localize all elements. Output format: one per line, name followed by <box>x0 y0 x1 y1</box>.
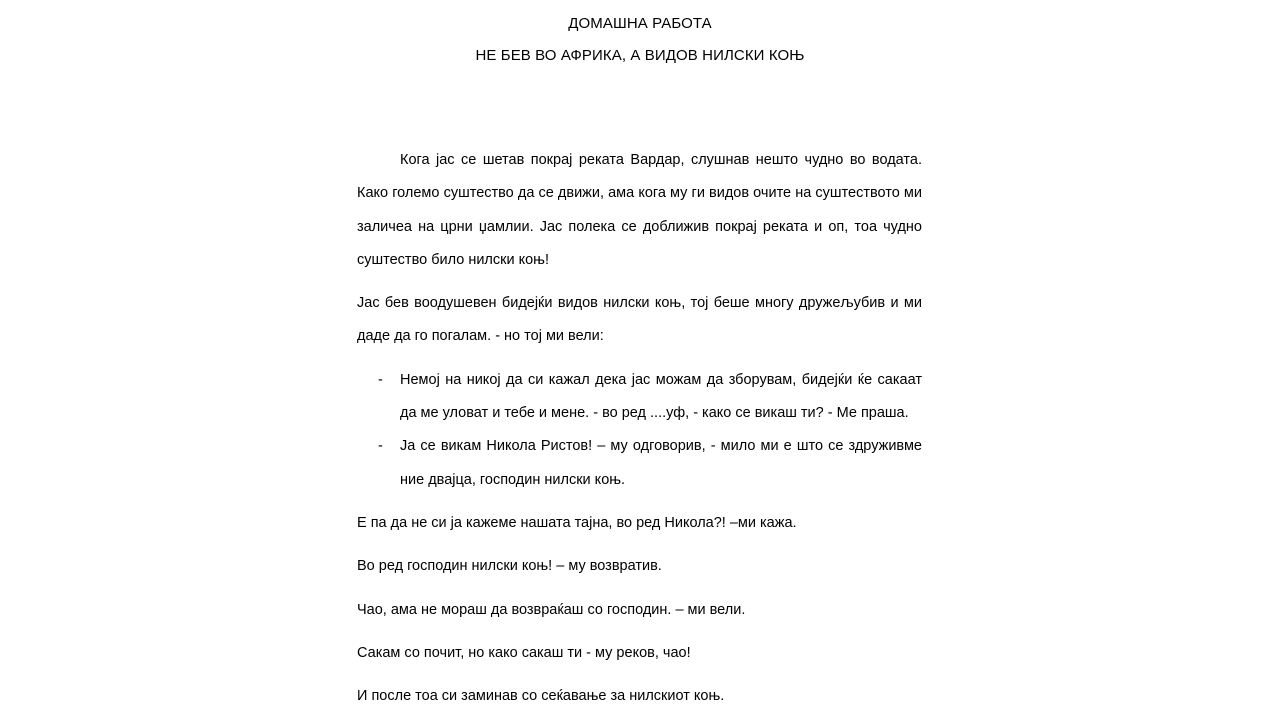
paragraph-3: Е па да не си ја кажеме нашата тајна, во ред Никола?! –ми кажа. <box>357 514 797 531</box>
paragraph-4: Во ред господин нилски коњ! – му возвратив. <box>357 558 662 575</box>
document-body <box>357 144 922 713</box>
paragraph-1: Кога јас се шетав покрај реката Вардар, слушнав нешто чудно во водата. Како големо суштество да се движи, ама кога му ги видов очите на суштеството ми заличеа на црни џамлии. Јас полека се доближив покрај реката и оп, тоа чудно суштество било нилски коњ! <box>357 152 922 268</box>
list-bullet: - <box>378 371 383 388</box>
list-item <box>357 364 922 431</box>
list-item-text: Немој на никој да си кажал дека јас можам да зборувам, бидејќи ќе сакаат да ме уловат и тебе и мене. - во ред ....уф, - како се викаш ти? - Ме праша. <box>400 371 922 422</box>
document-title: ДОМАШНА РАБОТА <box>568 15 712 32</box>
list-bullet: - <box>378 438 383 455</box>
document-subtitle: НЕ БЕВ ВО АФРИКА, А ВИДОВ НИЛСКИ КОЊ <box>475 47 805 64</box>
list-item <box>357 430 922 497</box>
list-item-text: Ја се викам Никола Ристов! – му одговорив, - мило ми е што се здруживме ние двајца, господин нилски коњ. <box>400 438 922 488</box>
paragraph-2: Јас бев воодушевен бидејќи видов нилски коњ, тој беше многу дружељубив и ми даде да го погалам. - но тој ми вели: <box>357 295 922 345</box>
paragraph-7: И после тоа си заминав со сеќавање за нилскиот коњ. <box>357 688 725 705</box>
paragraph-5: Чао, ама не мораш да возвраќаш со господин. – ми вели. <box>357 601 746 618</box>
dialogue-list <box>357 364 922 497</box>
paragraph-6: Сакам со почит, но како сакаш ти - му реков, чао! <box>357 644 691 661</box>
